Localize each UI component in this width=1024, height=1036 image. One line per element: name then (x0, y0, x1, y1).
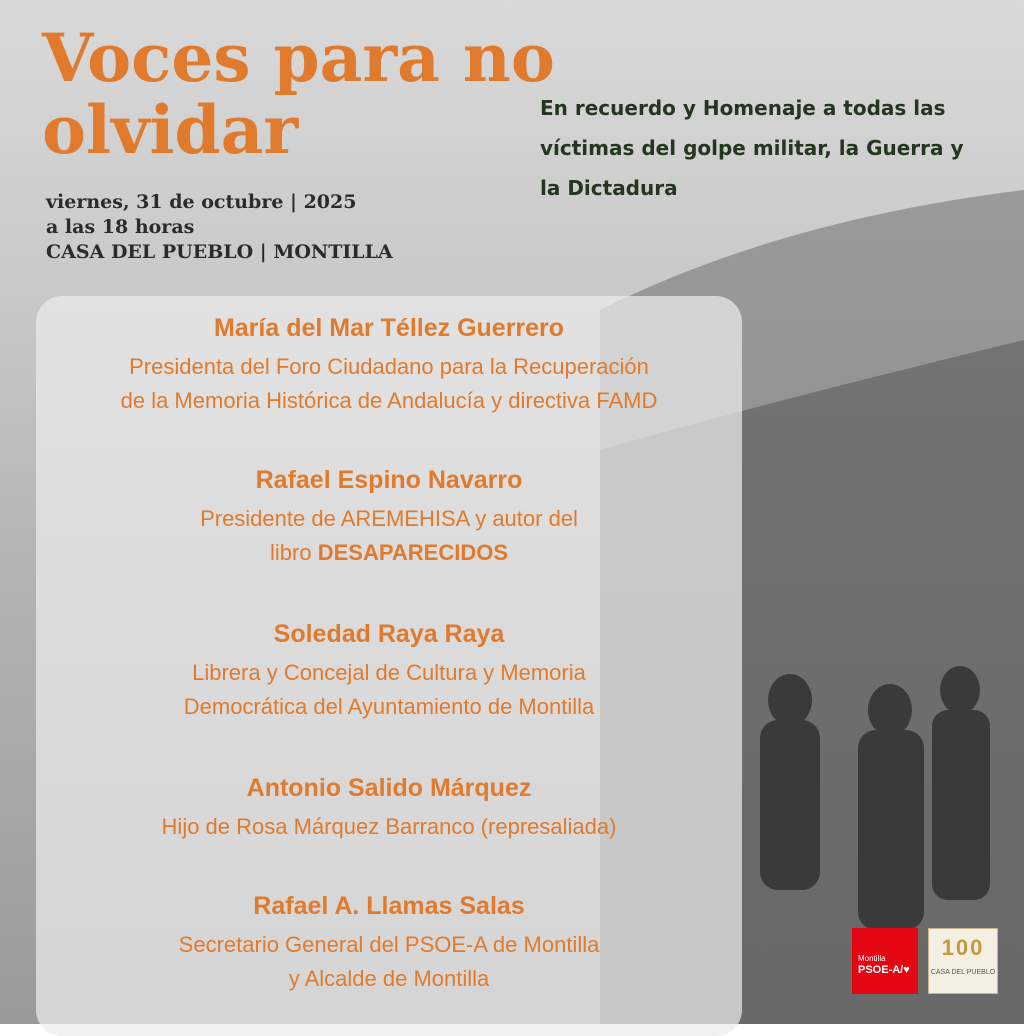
speaker-role-prefix: libro (270, 540, 312, 565)
event-info (46, 190, 393, 265)
speaker-item (36, 772, 742, 844)
speaker-role (36, 928, 742, 996)
speaker-name: Soledad Raya Raya (273, 620, 505, 648)
speaker-role-line: Presidente de AREMEHISA y autor del (200, 506, 578, 531)
speaker-name: María del Mar Téllez Guerrero (213, 314, 565, 342)
book-title: DESAPARECIDOS (317, 540, 508, 565)
speaker-name: Rafael A. Llamas Salas (253, 892, 525, 920)
speakers-panel (36, 296, 742, 1036)
speaker-role-line: Secretario General del PSOE-A de Montilla (178, 932, 600, 957)
psoe-logo (852, 928, 918, 994)
speaker-role (36, 350, 742, 418)
event-place: CASA DEL PUEBLO | MONTILLA (46, 241, 393, 263)
speaker-role-line: de la Memoria Histórica de Andalucía y directiva FAMD (120, 388, 658, 413)
speaker-item (36, 890, 742, 996)
speaker-role-line (36, 536, 742, 570)
casa-logo-text: CASA DEL PUEBLO (930, 969, 996, 976)
speaker-item (36, 464, 742, 570)
speaker-item (36, 312, 742, 418)
speaker-role-line: Presidenta del Foro Ciudadano para la Recuperación (129, 354, 649, 379)
speaker-name: Rafael Espino Navarro (255, 466, 523, 494)
speaker-role-line: y Alcalde de Montilla (288, 966, 490, 991)
psoe-logo-text: PSOE-A/♥ (858, 964, 910, 976)
casa-del-pueblo-logo (928, 928, 998, 994)
tribute-text: En recuerdo y Homenaje a todas las víctimas del golpe militar, la Guerra y la Dictadura (540, 96, 964, 200)
speaker-role-line: Democrática del Ayuntamiento de Montilla (183, 694, 595, 719)
speaker-item (36, 618, 742, 724)
speaker-role (36, 502, 742, 570)
psoe-logo-town: Montilla (858, 954, 886, 963)
speaker-role-line: Hijo de Rosa Márquez Barranco (represaliada) (161, 814, 617, 839)
casa-logo-number: 100 (941, 935, 985, 960)
speaker-role (36, 656, 742, 724)
speaker-name: Antonio Salido Márquez (246, 774, 532, 802)
speaker-role (36, 810, 742, 844)
event-date: viernes, 31 de octubre | 2025 (46, 191, 357, 213)
speaker-role-line: Librera y Concejal de Cultura y Memoria (192, 660, 586, 685)
page-title: Voces para no olvidar (42, 19, 555, 169)
event-time: a las 18 horas (46, 216, 195, 238)
